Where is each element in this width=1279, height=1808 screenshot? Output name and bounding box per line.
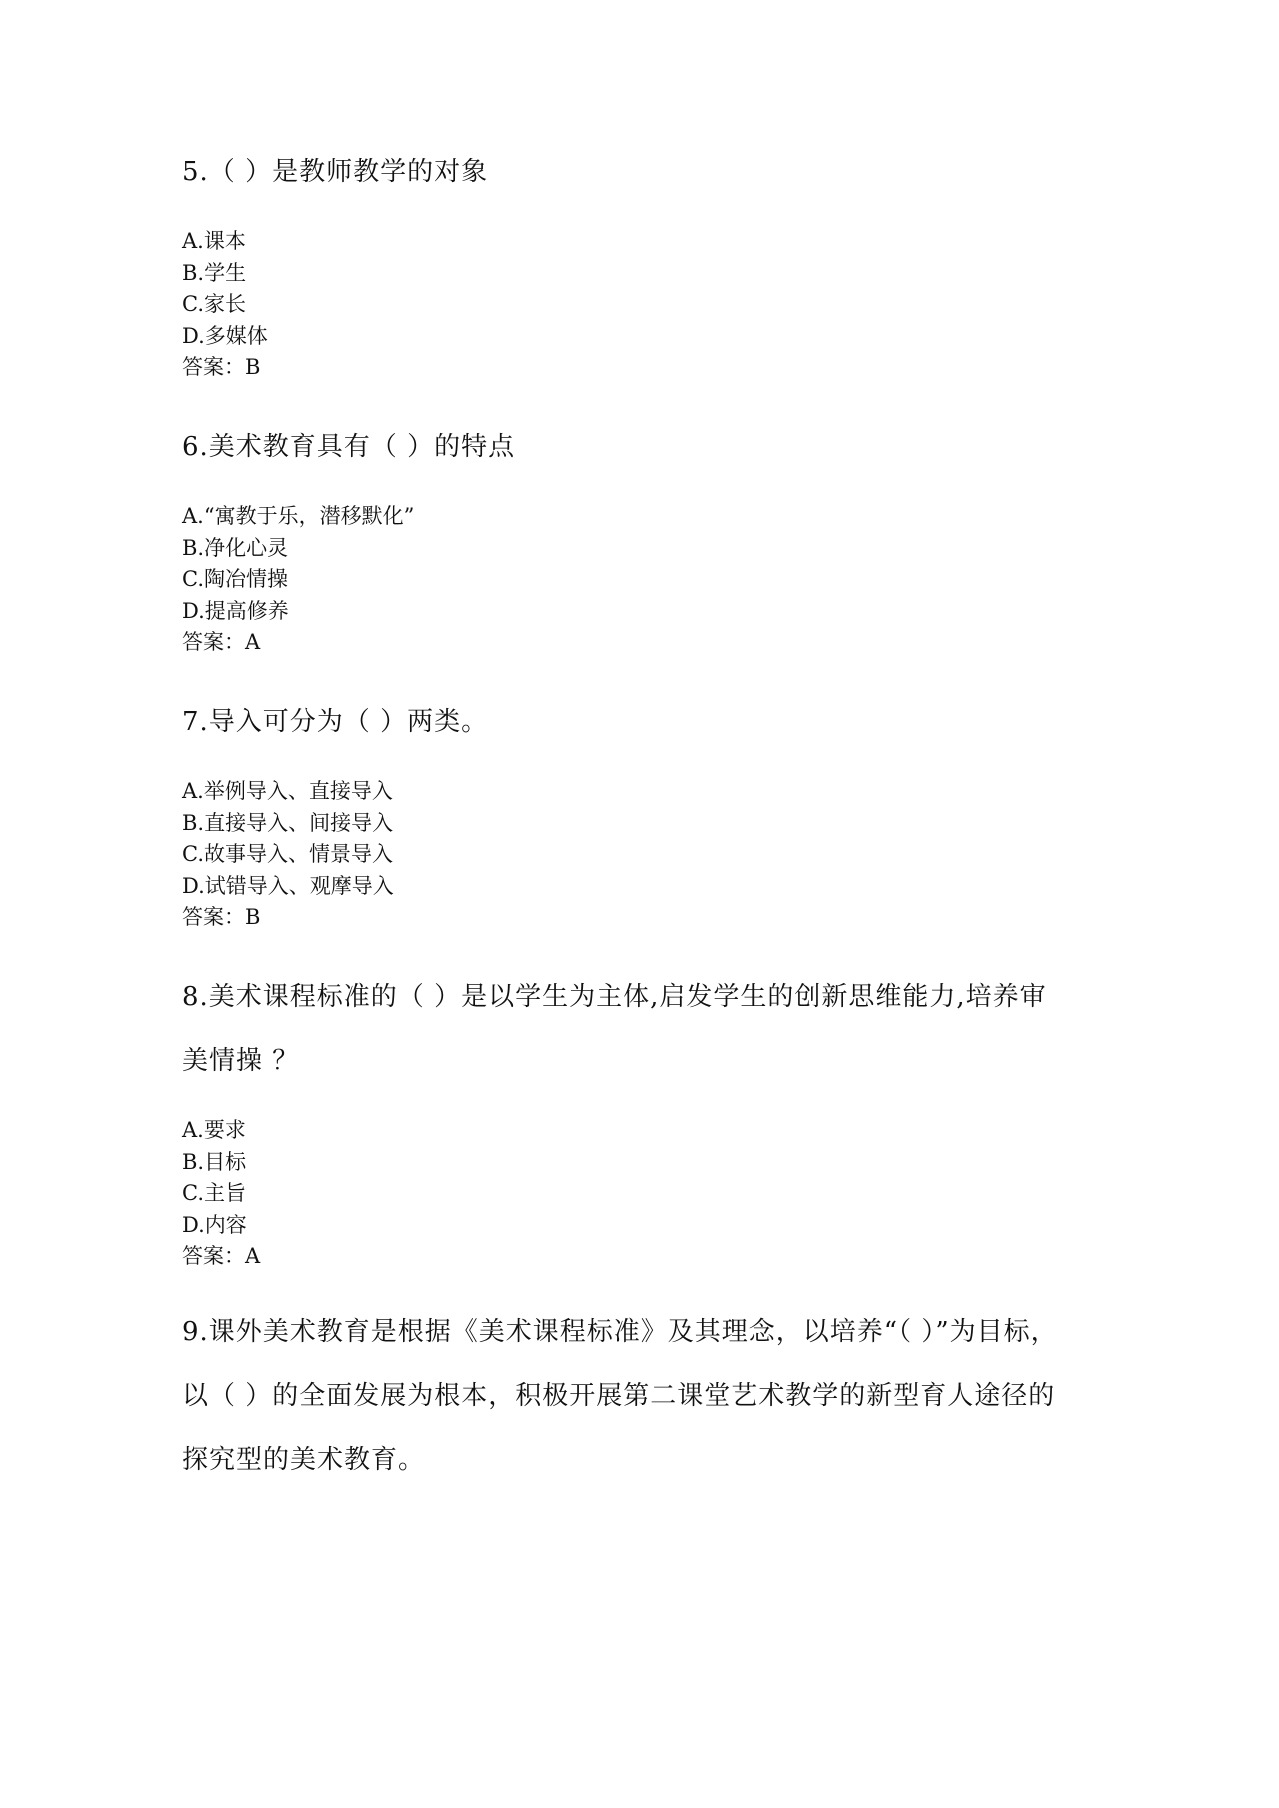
question-stem: 5.（ ）是教师教学的对象 <box>182 157 489 187</box>
option-a: A.“寓教于乐，潜移默化” <box>182 504 415 528</box>
answer-line: 答案：A <box>182 630 261 654</box>
question-7 <box>182 690 1062 934</box>
option-a: A.要求 <box>182 1118 246 1142</box>
question-6 <box>182 415 1062 659</box>
answer-line: 答案：B <box>182 355 261 379</box>
question-stem: 6.美术教育具有（ ）的特点 <box>182 432 516 462</box>
option-b: B.学生 <box>182 260 247 285</box>
question-stem: 8.美术课程标准的（ ）是以学生为主体,启发学生的创新思维能力,培养审美情操 ？ <box>182 982 1047 1076</box>
option-list <box>182 776 1062 934</box>
option-a: A.举例导入、直接导入 <box>182 779 393 803</box>
option-b: B.净化心灵 <box>182 535 289 560</box>
option-d: D.多媒体 <box>182 323 268 348</box>
question-stem: 7.导入可分为（ ）两类。 <box>182 707 489 737</box>
option-b: B.目标 <box>182 1149 247 1174</box>
question-9 <box>182 1300 1062 1492</box>
option-c: C.故事导入、情景导入 <box>182 842 393 866</box>
question-8 <box>182 965 1062 1273</box>
option-c: C.主旨 <box>182 1181 246 1205</box>
option-b: B.直接导入、间接导入 <box>182 810 394 835</box>
option-d: D.内容 <box>182 1212 247 1237</box>
question-5 <box>182 140 1062 384</box>
question-stem: 9.课外美术教育是根据《美术课程标准》及其理念，以培养“（ ）”为目标，以（ ）的全面发展为根本，积极开展第二课堂艺术教学的新型育人途径的探究型的美术教育。 <box>182 1317 1058 1475</box>
option-d: D.提高修养 <box>182 598 289 623</box>
option-list <box>182 1115 1062 1273</box>
answer-line: 答案：A <box>182 1244 261 1268</box>
option-c: C.家长 <box>182 292 246 316</box>
option-list <box>182 226 1062 384</box>
option-c: C.陶冶情操 <box>182 567 288 591</box>
answer-line: 答案：B <box>182 905 261 929</box>
option-list <box>182 501 1062 659</box>
option-a: A.课本 <box>182 229 246 253</box>
option-d: D.试错导入、观摩导入 <box>182 873 394 898</box>
